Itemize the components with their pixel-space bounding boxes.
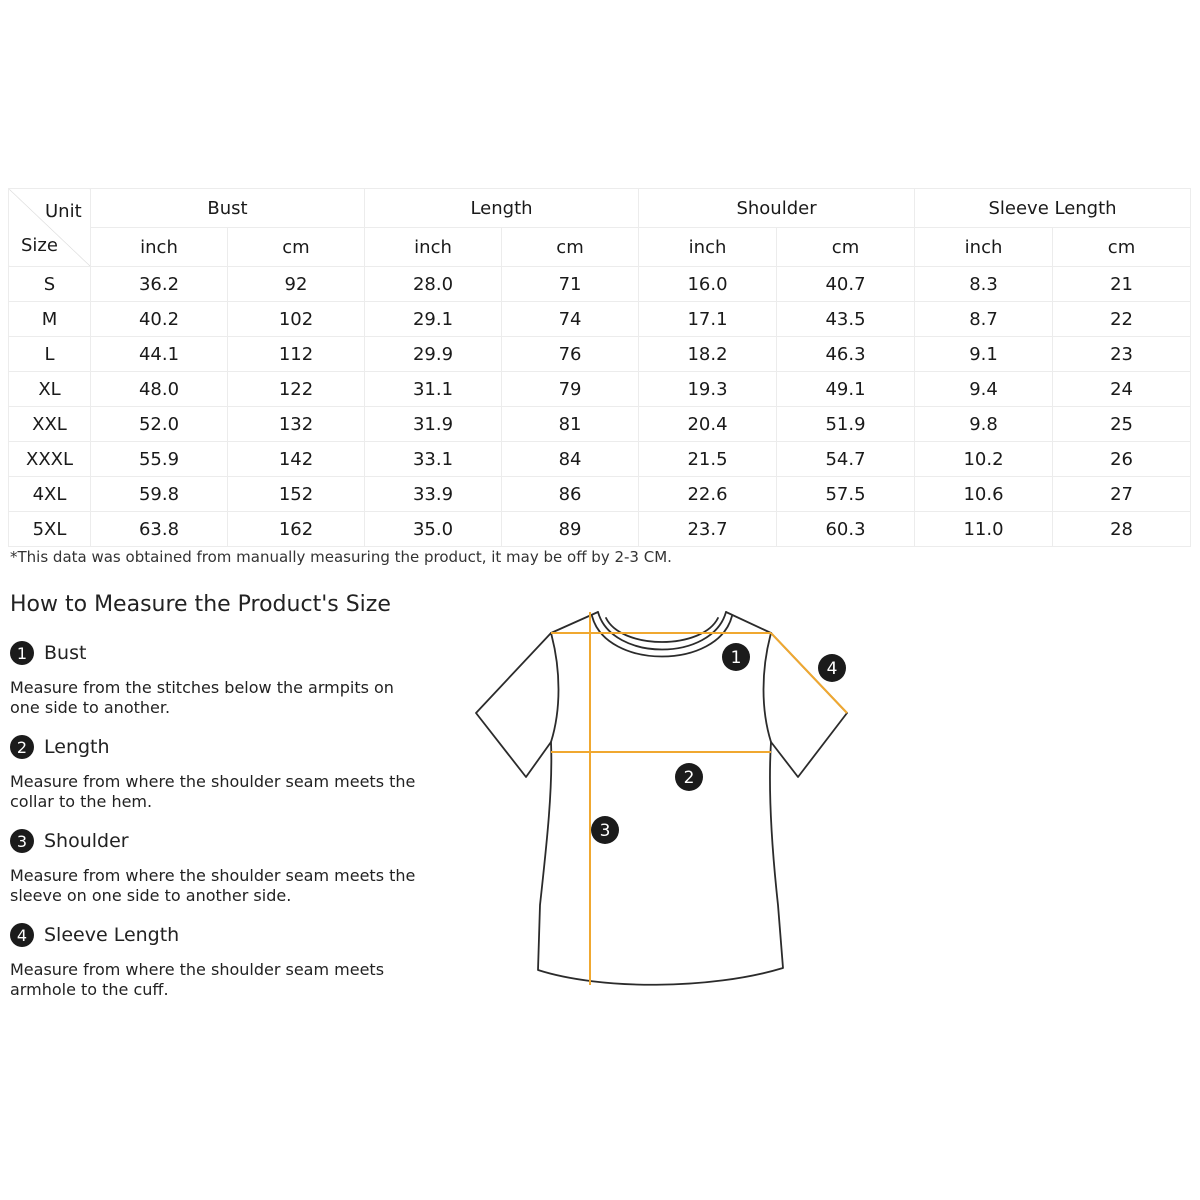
- table-cell: 63.8: [91, 512, 228, 547]
- table-cell: 19.3: [639, 372, 777, 407]
- marker-1: [722, 643, 750, 671]
- table-row: [9, 337, 1191, 372]
- size-cell: XL: [9, 372, 91, 407]
- size-cell: 4XL: [9, 477, 91, 512]
- table-cell: 21.5: [639, 442, 777, 477]
- table-cell: 48.0: [91, 372, 228, 407]
- size-chart-table: [8, 188, 1191, 547]
- table-cell: 46.3: [777, 337, 915, 372]
- number-badge-3: 3: [10, 829, 34, 853]
- measure-item-title: Bust: [44, 642, 87, 664]
- table-row: [9, 512, 1191, 547]
- table-cell: 44.1: [91, 337, 228, 372]
- table-cell: 76: [502, 337, 639, 372]
- measure-item-title: Sleeve Length: [44, 924, 180, 946]
- measure-item-length: [10, 734, 430, 812]
- table-cell: 17.1: [639, 302, 777, 337]
- table-cell: 57.5: [777, 477, 915, 512]
- table-cell: 31.1: [365, 372, 502, 407]
- table-cell: 142: [228, 442, 365, 477]
- measurement-lines: [551, 612, 847, 985]
- size-cell: XXL: [9, 407, 91, 442]
- table-cell: 33.9: [365, 477, 502, 512]
- table-cell: 16.0: [639, 267, 777, 302]
- size-cell: S: [9, 267, 91, 302]
- table-cell: 9.4: [915, 372, 1053, 407]
- table-row: [9, 372, 1191, 407]
- table-cell: 21: [1053, 267, 1191, 302]
- measure-item-shoulder: [10, 828, 430, 906]
- size-cell: L: [9, 337, 91, 372]
- table-cell: 8.7: [915, 302, 1053, 337]
- table-cell: 54.7: [777, 442, 915, 477]
- table-cell: 28.0: [365, 267, 502, 302]
- table-cell: 162: [228, 512, 365, 547]
- marker-3: [591, 816, 619, 844]
- corner-size-label: Size: [21, 235, 58, 256]
- unit-header: inch: [639, 228, 777, 267]
- table-cell: 36.2: [91, 267, 228, 302]
- size-cell: M: [9, 302, 91, 337]
- unit-header: inch: [91, 228, 228, 267]
- marker-3-label: 3: [599, 821, 611, 841]
- table-row: [9, 442, 1191, 477]
- number-badge-1: 1: [10, 641, 34, 665]
- unit-header: inch: [915, 228, 1053, 267]
- table-cell: 51.9: [777, 407, 915, 442]
- marker-2-label: 2: [683, 768, 695, 788]
- table-cell: 59.8: [91, 477, 228, 512]
- table-cell: 33.1: [365, 442, 502, 477]
- unit-header: cm: [777, 228, 915, 267]
- table-cell: 132: [228, 407, 365, 442]
- table-cell: 86: [502, 477, 639, 512]
- measure-item-description: Measure from where the shoulder seam meets armhole to the cuff.: [10, 960, 385, 999]
- table-cell: 55.9: [91, 442, 228, 477]
- header-bust: Bust: [91, 189, 365, 228]
- table-cell: 26: [1053, 442, 1191, 477]
- table-cell: 43.5: [777, 302, 915, 337]
- table-cell: 9.8: [915, 407, 1053, 442]
- table-cell: 92: [228, 267, 365, 302]
- marker-4-label: 4: [826, 659, 838, 679]
- table-cell: 10.2: [915, 442, 1053, 477]
- table-cell: 18.2: [639, 337, 777, 372]
- table-cell: 25: [1053, 407, 1191, 442]
- unit-header: cm: [502, 228, 639, 267]
- table-cell: 40.7: [777, 267, 915, 302]
- table-cell: 11.0: [915, 512, 1053, 547]
- table-cell: 22: [1053, 302, 1191, 337]
- table-cell: 79: [502, 372, 639, 407]
- table-cell: 40.2: [91, 302, 228, 337]
- table-cell: 89: [502, 512, 639, 547]
- header-shoulder: Shoulder: [639, 189, 915, 228]
- table-cell: 52.0: [91, 407, 228, 442]
- table-cell: 29.1: [365, 302, 502, 337]
- unit-header: cm: [1053, 228, 1191, 267]
- table-cell: 20.4: [639, 407, 777, 442]
- table-cell: 23.7: [639, 512, 777, 547]
- table-cell: 84: [502, 442, 639, 477]
- corner-unit-label: Unit: [45, 201, 82, 222]
- table-cell: 74: [502, 302, 639, 337]
- table-cell: 9.1: [915, 337, 1053, 372]
- measure-item-bust: [10, 640, 430, 718]
- marker-2: [675, 763, 703, 791]
- table-row: [9, 407, 1191, 442]
- table-row: [9, 302, 1191, 337]
- measure-item-description: Measure from the stitches below the armpits on one side to another.: [10, 678, 394, 717]
- table-cell: 35.0: [365, 512, 502, 547]
- unit-size-corner-cell: [9, 189, 91, 267]
- table-cell: 10.6: [915, 477, 1053, 512]
- table-cell: 23: [1053, 337, 1191, 372]
- table-cell: 24: [1053, 372, 1191, 407]
- table-row: [9, 267, 1191, 302]
- table-cell: 31.9: [365, 407, 502, 442]
- table-cell: 102: [228, 302, 365, 337]
- number-badge-2: 2: [10, 735, 34, 759]
- header-sleeve-length: Sleeve Length: [915, 189, 1191, 228]
- measure-item-title: Length: [44, 736, 110, 758]
- table-cell: 112: [228, 337, 365, 372]
- table-cell: 71: [502, 267, 639, 302]
- tshirt-measurement-diagram: [470, 600, 860, 995]
- measure-item-description: Measure from where the shoulder seam meets the sleeve on one side to another side.: [10, 866, 416, 905]
- table-cell: 22.6: [639, 477, 777, 512]
- tshirt-outline: [476, 612, 847, 985]
- table-cell: 28: [1053, 512, 1191, 547]
- table-cell: 60.3: [777, 512, 915, 547]
- number-badge-4: 4: [10, 923, 34, 947]
- table-cell: 122: [228, 372, 365, 407]
- marker-4: [818, 654, 846, 682]
- how-to-measure-title: How to Measure the Product's Size: [10, 592, 391, 617]
- measure-item-title: Shoulder: [44, 830, 129, 852]
- table-row: [9, 477, 1191, 512]
- table-cell: 152: [228, 477, 365, 512]
- measure-item-sleeve-length: [10, 922, 430, 1000]
- header-length: Length: [365, 189, 639, 228]
- table-cell: 27: [1053, 477, 1191, 512]
- table-cell: 49.1: [777, 372, 915, 407]
- measure-item-description: Measure from where the shoulder seam meets the collar to the hem.: [10, 772, 416, 811]
- unit-header: inch: [365, 228, 502, 267]
- size-cell: XXXL: [9, 442, 91, 477]
- measurement-disclaimer: *This data was obtained from manually measuring the product, it may be off by 2-3 CM.: [10, 548, 672, 566]
- marker-1-label: 1: [730, 648, 742, 668]
- size-cell: 5XL: [9, 512, 91, 547]
- table-cell: 81: [502, 407, 639, 442]
- table-cell: 29.9: [365, 337, 502, 372]
- unit-header: cm: [228, 228, 365, 267]
- table-cell: 8.3: [915, 267, 1053, 302]
